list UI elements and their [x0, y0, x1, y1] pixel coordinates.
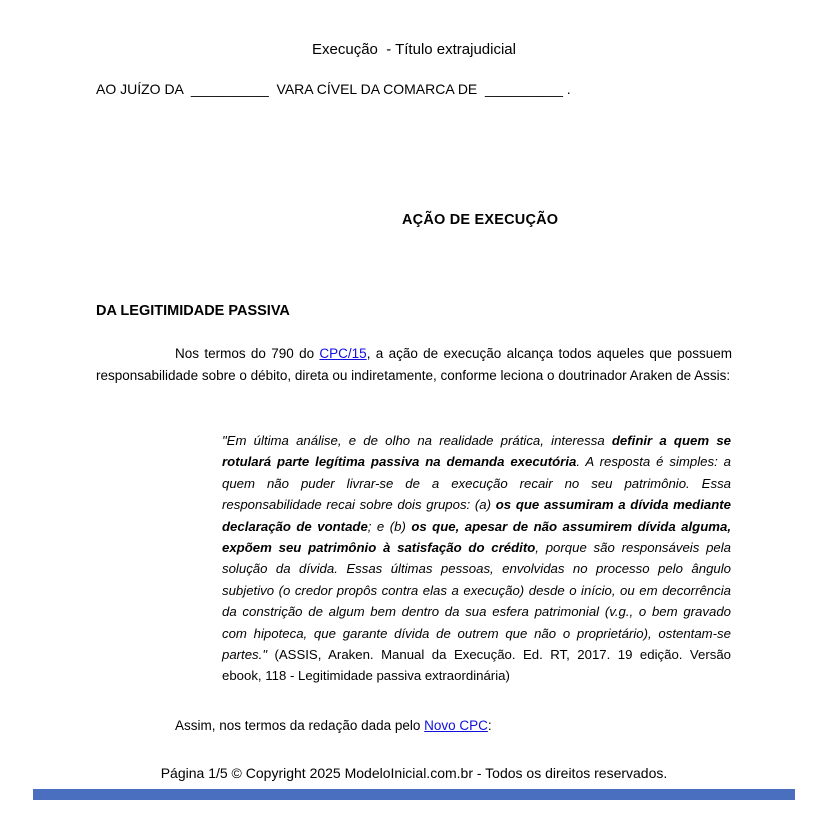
text-run: , porque são responsáveis pela solução da dívida. Essas últimas pessoas, envolvidas no processo pelo ângulo subjetivo (o credor propôs contra elas a execução) desde o início, ou em decorrência da constrição de algum bem dentro da sua esfera patrimonial (v.g., o bem gravado com hipoteca, que garante dívida de outrem que não o proprietário), ostentam-se partes." [222, 540, 732, 663]
text-run: (ASSIS, Araken. Manual da Execução. Ed. RT, 2017. 19 edição. Versão ebook, 118 - Legitimidade passiva extraordinária) [222, 647, 731, 684]
document-title: Execução - Título extrajudicial [312, 41, 516, 58]
paragraph-intro [96, 343, 732, 386]
addressing-line: AO JUÍZO DA __________ VARA CÍVEL DA COMARCA DE __________ . [96, 81, 571, 97]
section-heading-legitimidade-passiva: DA LEGITIMIDADE PASSIVA [96, 303, 290, 319]
text-run: , a ação de execução alcança todos aqueles que possuem responsabilidade sobre o débito, direta ou indiretamente, conforme leciona o doutrinador Araken de Assis: [96, 346, 733, 383]
doctrine-quote-block [222, 430, 731, 687]
link-cpc-15[interactable]: CPC/15 [319, 346, 367, 361]
bottom-blue-bar [33, 789, 795, 800]
text-run: os que, apesar de não assumirem dívida alguma, expõem seu patrimônio à satisfação do crédito [222, 518, 731, 556]
text-run: Assim, nos termos da redação dada pelo [175, 718, 425, 733]
page-footer-copyright: Página 1/5 © Copyright 2025 ModeloInicial.com.br - Todos os direitos reservados. [160, 765, 668, 781]
text-run: Nos termos do 790 do [175, 346, 320, 361]
text-run: os que assumiram a dívida mediante declaração de vontade [222, 497, 732, 534]
link-novo-cpc[interactable]: Novo CPC [424, 718, 488, 733]
action-heading: AÇÃO DE EXECUÇÃO [402, 212, 559, 228]
text-run: : [487, 718, 492, 733]
paragraph-assim [96, 715, 732, 737]
text-run: "Em última análise, e de olho na realidade prática, interessa [222, 433, 612, 448]
text-run: . A resposta é simples: a quem não puder livrar-se de a execução recair no seu patrimônio. Essa responsabilidade recai sobre dois grupos: (a) [222, 454, 731, 513]
text-run: definir a quem se rotulará parte legítima passiva na demanda executória [222, 433, 731, 470]
text-run: ; e (b) [367, 518, 412, 534]
